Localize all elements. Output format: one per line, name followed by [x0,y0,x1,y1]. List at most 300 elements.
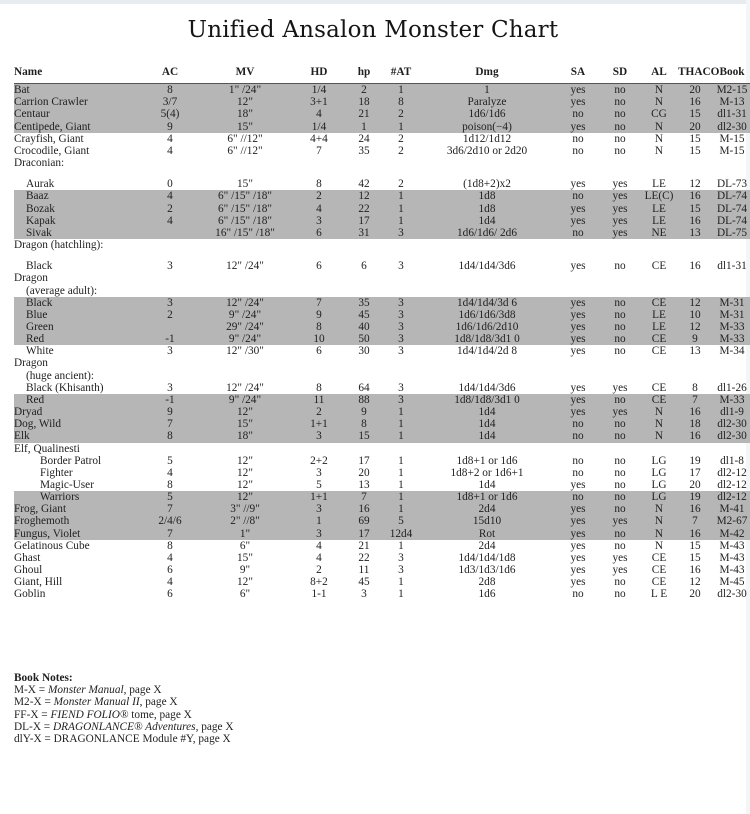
monster-name: Ghoul [14,564,43,577]
cell-sd: no [614,576,626,589]
cell-ac: 4 [167,144,173,157]
monster-name: Frog, Giant [14,503,144,515]
cell-al: CE [651,345,667,358]
cell-book: M-43 [719,564,745,577]
monster-name: Border Patrol [40,454,102,467]
table-row [14,190,750,202]
cell-al: CE [651,381,667,394]
book-notes [14,672,234,745]
cell-sd: no [614,132,626,145]
cell-hp: 15 [344,430,384,442]
cell-dmg: 15d10 [418,515,556,527]
table-row [14,309,750,321]
monster-name: Red [14,394,144,406]
table-row [14,321,750,333]
cell-ac: 9 [144,406,196,418]
monster-name: Black [26,260,53,273]
monster-name: Warriors [14,491,144,503]
cell-sd: yes [612,178,628,191]
cell-sa: yes [556,309,600,321]
cell-ac: 3/7 [144,96,196,108]
cell-dmg: (1d8+2)x2 [463,178,511,191]
cell-mv: 6" //12" [227,144,263,157]
cell-ac: 8 [144,84,196,97]
cell-sd: no [614,260,626,273]
cell-al: LG [651,454,667,467]
cell-mv: 1" /24" [196,84,294,97]
cell-dmg: 1d8/1d8/3d1 0 [418,333,556,345]
cell-mv: 6" /15" /18" [196,215,294,227]
note-code: FF-X = [14,708,51,721]
cell-mv: 6" [239,588,251,601]
cell-hd: 3+1 [294,96,344,108]
cell-mv: 18" [196,108,294,120]
table-row [14,333,750,345]
cell-dmg: 1d4/1d4/2d 8 [457,345,517,358]
cell-sd: no [600,121,640,133]
cell-sa: yes [556,96,600,108]
cell-thaco: 13 [689,345,701,358]
table-spacer [14,251,750,260]
cell-mv: 12" /24" [226,381,264,394]
cell-hp: 50 [344,333,384,345]
monster-name: Dog, Wild [14,418,144,430]
cell-dmg: 2d4 [478,539,496,552]
cell-sd: yes [612,564,628,577]
cell-book: M-31 [712,297,750,309]
cell-thaco: 7 [678,515,712,527]
cell-dmg: 1d8 [418,190,556,202]
cell-hd: 1/4 [294,121,344,133]
cell-book: M-34 [719,345,745,358]
cell-at: 1 [398,454,404,467]
cell-thaco: 17 [689,466,701,479]
cell-book: M-43 [719,551,745,564]
cell-mv: 12" /24" [196,297,294,309]
monster-name: Elk [14,430,144,442]
group-label: Elf, Qualinesti [14,442,80,455]
cell-book: dl2-30 [712,430,750,442]
cell-hp: 45 [344,309,384,321]
table-row [14,406,750,418]
cell-al: N [654,539,664,552]
cell-ac: -1 [144,333,196,345]
cell-mv: 12" /24" [226,260,264,273]
cell-ac: 5 [144,491,196,503]
group-header-row [14,370,750,382]
cell-dmg: 1 [418,84,556,97]
cell-al: L E [650,588,668,601]
cell-book: M-41 [712,503,750,515]
cell-at: 2 [398,144,404,157]
note-code: M2-X = [14,696,54,709]
cell-at: 2 [398,132,404,145]
column-header-name: Name [14,66,144,84]
table-row [14,382,750,394]
cell-sd: no [600,108,640,120]
cell-sd: no [600,528,640,540]
cell-ac: 5(4) [144,108,196,120]
table-row [14,503,750,515]
cell-sd: no [600,297,640,309]
cell-mv: 12" /30" [226,345,264,358]
group-label: Dragon [14,272,48,285]
cell-at: 5 [384,515,418,527]
cell-mv: 15" [237,178,253,191]
cell-thaco: 10 [678,309,712,321]
cell-dmg: 1d8+2 or 1d6+1 [450,466,524,479]
cell-hp: 1 [344,121,384,133]
cell-hd: 5 [316,479,322,491]
cell-al: LE [640,309,678,321]
cell-hp: 21 [358,539,370,552]
monster-name: Fighter [40,466,73,479]
cell-at: 1 [384,203,418,215]
cell-al: CE [651,564,667,577]
cell-hd: 2 [294,406,344,418]
cell-al: LE [640,215,678,227]
cell-hp: 21 [344,108,384,120]
cell-sd: no [600,418,640,430]
monster-name: Ghast [14,551,41,564]
cell-sa: no [572,454,584,467]
cell-at: 2 [398,178,404,191]
cell-thaco: 16 [689,260,701,273]
cell-hd: 3 [294,528,344,540]
monster-name: Carrion Crawler [14,96,144,108]
cell-hp: 31 [344,227,384,239]
table-row [14,145,750,157]
cell-hd: 3 [294,430,344,442]
group-header-row [14,443,750,455]
cell-book: M-31 [712,309,750,321]
cell-thaco: 15 [689,144,701,157]
cell-sd: yes [600,203,640,215]
cell-hd: 6 [316,345,322,358]
cell-ac: 8 [167,539,173,552]
cell-sd: no [600,491,640,503]
table-row [14,84,750,97]
monster-name: Red [14,333,144,345]
cell-al: N [640,430,678,442]
column-header-thaco: THACO [678,66,712,84]
cell-dmg: 1d8+1 or 1d6 [456,454,518,467]
cell-mv: 3" //9" [196,503,294,515]
cell-mv: 18" [196,430,294,442]
cell-thaco: 12 [689,178,701,191]
cell-hd: 1-1 [311,588,327,601]
monster-name: Bozak [14,203,144,215]
cell-thaco: 19 [678,491,712,503]
cell-book: dl2-30 [712,418,750,430]
cell-ac: 2 [144,309,196,321]
table-row [14,576,750,588]
cell-sd: yes [600,215,640,227]
cell-thaco: 20 [678,84,712,97]
cell-sa: yes [556,515,600,527]
cell-hp: 8 [344,418,384,430]
cell-book: DL-74 [712,190,750,202]
cell-thaco: 15 [689,132,701,145]
cell-thaco: 12 [689,576,701,589]
cell-hp: 7 [344,491,384,503]
monster-name: Froghemoth [14,515,144,527]
column-header-hd: HD [294,66,344,84]
cell-hp: 17 [344,215,384,227]
group-label: (average adult): [26,284,98,297]
cell-dmg: 1d4/1d4/3d6 [458,381,516,394]
monster-name: Goblin [14,588,46,601]
column-header-at: #AT [384,66,418,84]
monster-name: Black [14,297,144,309]
cell-sa: yes [570,260,586,273]
cell-al: N [640,121,678,133]
spacer-cell [14,251,750,260]
cell-book: M-43 [719,539,745,552]
note-rest: tome, page X [128,708,192,721]
cell-sd: no [600,84,640,97]
cell-sa: yes [556,297,600,309]
table-row [14,133,750,145]
cell-thaco: 15 [689,539,701,552]
cell-ac: 3 [144,297,196,309]
cell-thaco: 12 [678,321,712,333]
cell-mv: 15" [237,551,253,564]
monster-name: Fungus, Violet [14,528,144,540]
cell-mv: 1" [196,528,294,540]
cell-dmg: 1d8+1 or 1d6 [418,491,556,503]
cell-ac [144,227,196,239]
book-notes-list [14,684,234,745]
cell-dmg: 1d4 [418,215,556,227]
cell-hd: 3 [316,466,322,479]
cell-at: 1 [398,588,404,601]
table-row [14,418,750,430]
cell-book: M-13 [712,96,750,108]
cell-sd: no [614,539,626,552]
group-header-row [14,272,750,284]
cell-sd: yes [600,406,640,418]
cell-sa: yes [556,121,600,133]
cell-sa: no [556,227,600,239]
cell-mv: 12" [237,466,253,479]
note-rest: , page X [195,720,234,733]
cell-mv: 29" /24" [196,321,294,333]
cell-ac: 4 [167,576,173,589]
cell-ac: 4 [144,190,196,202]
cell-hd: 10 [294,333,344,345]
cell-al: CE [651,576,667,589]
book-note [14,733,234,745]
cell-sa: no [556,430,600,442]
cell-at: 1 [384,406,418,418]
note-title: DRAGONLANCE® Adventures [53,720,196,733]
cell-hp: 13 [358,479,370,491]
cell-hp: 24 [358,132,370,145]
cell-hd: 1 [294,515,344,527]
cell-mv: 6" //12" [227,132,263,145]
cell-dmg: Paralyze [418,96,556,108]
book-note [14,684,234,696]
cell-hd: 4+4 [310,132,328,145]
book-note [14,709,234,721]
table-spacer [14,169,750,178]
cell-hd: 9 [294,309,344,321]
cell-hp: 3 [361,588,367,601]
cell-book: DL-74 [712,215,750,227]
cell-thaco: 16 [678,406,712,418]
cell-mv: 15" [196,121,294,133]
cell-al: N [640,84,678,97]
cell-at: 1 [384,190,418,202]
note-rest: DRAGONLANCE Module #Y, page X [53,733,231,746]
cell-thaco: 16 [678,96,712,108]
cell-dmg: 1d4 [478,479,496,491]
cell-mv: 12" [196,491,294,503]
cell-thaco: 15 [678,108,712,120]
cell-sd: yes [600,227,640,239]
cell-at: 3 [398,345,404,358]
cell-thaco: 16 [678,430,712,442]
cell-sa: yes [570,178,586,191]
cell-book: M-33 [712,333,750,345]
cell-hd: 4 [294,108,344,120]
cell-sd: no [600,430,640,442]
cell-hd: 8 [316,178,322,191]
cell-hd: 8 [316,381,322,394]
cell-at: 1 [384,503,418,515]
cell-sd: no [600,333,640,345]
cell-sd: yes [600,190,640,202]
cell-ac: 9 [144,121,196,133]
cell-thaco: 16 [678,528,712,540]
group-label: Dragon (hatchling): [14,239,104,252]
cell-al: CG [640,108,678,120]
cell-at: 3 [384,321,418,333]
cell-hp: 20 [358,466,370,479]
cell-sd: yes [612,551,628,564]
cell-dmg: 1d8/1d8/3d1 0 [418,394,556,406]
note-code: M-X = [14,684,48,697]
cell-hp: 40 [344,321,384,333]
cell-at: 3 [384,309,418,321]
table-row [14,227,750,239]
cell-hp: 11 [358,564,370,577]
cell-sa: no [556,418,600,430]
cell-at: 1 [384,430,418,442]
cell-ac: 6 [167,564,173,577]
cell-book: dl2-12 [717,466,747,479]
cell-sa: yes [570,551,586,564]
cell-book: DL-74 [712,203,750,215]
cell-thaco: 20 [689,479,701,491]
cell-al: N [640,418,678,430]
cell-sa: yes [556,333,600,345]
monster-name: Centipede, Giant [14,121,144,133]
cell-book: dl1-31 [717,260,747,273]
cell-sd: no [600,96,640,108]
cell-book: M-33 [712,321,750,333]
table-row [14,178,750,190]
group-header-row [14,357,750,369]
table-row [14,564,750,576]
note-code: DL-X = [14,720,53,733]
cell-al: LG [651,466,667,479]
cell-mv: 12" [237,576,253,589]
cell-book: dl2-12 [712,491,750,503]
cell-at: 3 [398,381,404,394]
cell-dmg: 1d6/1d6/ 2d6 [418,227,556,239]
cell-dmg: 1d4 [418,418,556,430]
column-header-mv: MV [196,66,294,84]
cell-hp: 6 [361,260,367,273]
cell-al: LG [651,479,667,491]
group-header-row [14,157,750,169]
table-row [14,345,750,357]
cell-sa: yes [556,84,600,97]
cell-sa: no [572,466,584,479]
cell-thaco: 16 [678,503,712,515]
table-row [14,203,750,215]
cell-hd: 1+1 [294,491,344,503]
cell-ac: 3 [167,345,173,358]
monster-name: Baaz [14,190,144,202]
cell-ac: 2 [144,203,196,215]
cell-thaco: 7 [678,394,712,406]
cell-at: 1 [384,215,418,227]
cell-sd: no [614,588,626,601]
cell-hd: 7 [316,144,322,157]
cell-at: 1 [398,466,404,479]
cell-book: M-15 [719,132,745,145]
cell-al: N [640,96,678,108]
cell-hd: 2 [316,564,322,577]
cell-hp: 42 [358,178,370,191]
table-row [14,540,750,552]
cell-al: CE [640,297,678,309]
monster-name: Dryad [14,406,144,418]
cell-mv: 6" [239,539,251,552]
table-body [14,84,750,601]
cell-sd: no [600,394,640,406]
cell-hp: 45 [358,576,370,589]
note-rest: , page X [123,684,162,697]
column-header-ac: AC [144,66,196,84]
note-title: Monster Manual II [53,696,140,709]
cell-mv: 12" [196,96,294,108]
cell-dmg: 2d8 [478,576,496,589]
cell-book: dl2-12 [717,479,747,491]
cell-at: 2 [384,108,418,120]
cell-mv: 9" /24" [196,333,294,345]
cell-sa: yes [570,381,586,394]
table-row [14,528,750,540]
cell-book: dl2-30 [717,588,747,601]
cell-at: 3 [398,564,404,577]
table-row [14,215,750,227]
note-rest: , page X [139,696,178,709]
cell-hp: 17 [344,528,384,540]
table-row [14,394,750,406]
cell-sa: yes [556,321,600,333]
cell-hp: 12 [344,190,384,202]
group-label: Draconian: [14,157,65,170]
cell-sd: no [600,309,640,321]
cell-hp: 64 [358,381,370,394]
cell-al: N [640,515,678,527]
cell-hd: 4 [294,203,344,215]
cell-sa: yes [556,503,600,515]
